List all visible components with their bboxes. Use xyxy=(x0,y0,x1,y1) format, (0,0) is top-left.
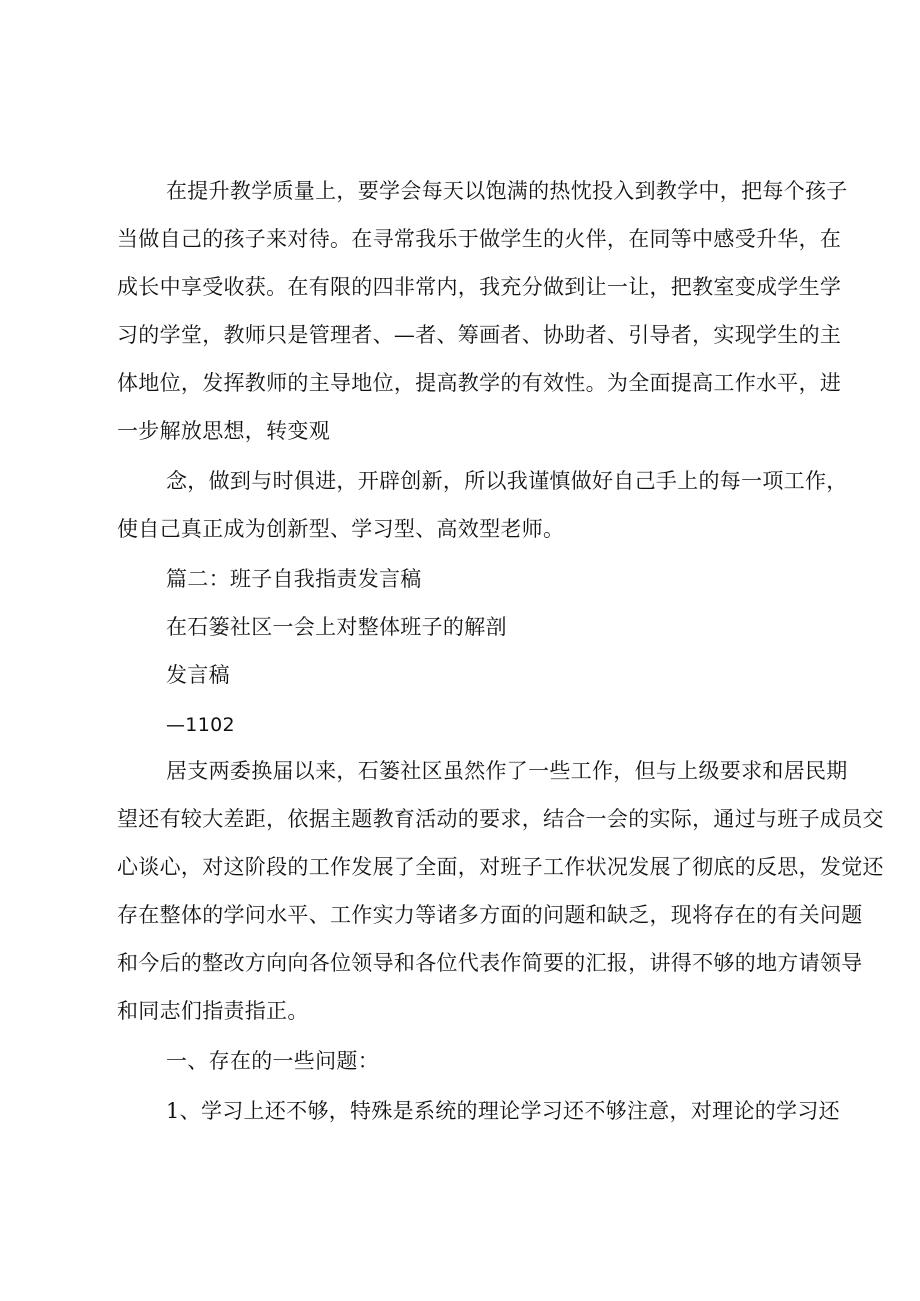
paragraph-1-line-6: 一步解放思想，转变观 xyxy=(117,419,330,443)
paragraph-3-line-2: 望还有较大差距，依据主题教育活动的要求，结合一会的实际，通过与班子成员交 xyxy=(117,807,884,831)
paragraph-1-line-5: 体地位，发挥教师的主导地位，提高教学的有效性。为全面提高工作水平，进 xyxy=(117,371,842,395)
speech-subtitle: 发言稿 xyxy=(166,663,230,687)
paragraph-3-line-4: 存在整体的学问水平、工作实力等诸多方面的问题和缺乏，现将存在的有关问题 xyxy=(117,903,863,927)
list-item-1: 1、学习上还不够，特殊是系统的理论学习还不够注意，对理论的学习还 xyxy=(166,1099,840,1123)
paragraph-1-line-1: 在提升教学质量上，要学会每天以饱满的热忱投入到教学中，把每个孩子 xyxy=(166,179,848,203)
paragraph-1-line-2: 当做自己的孩子来对待。在寻常我乐于做学生的火伴，在同等中感受升华，在 xyxy=(117,227,842,251)
section-heading: 篇二：班子自我指责发言稿 xyxy=(166,567,422,591)
paragraph-3-line-6: 和同志们指责指正。 xyxy=(117,999,309,1023)
paragraph-1-line-4: 习的学堂，教师只是管理者、—者、筹画者、协助者、引导者，实现学生的主 xyxy=(117,323,842,347)
paragraph-3-line-5: 和今后的整改方向向各位领导和各位代表作简要的汇报，讲得不够的地方请领导 xyxy=(117,951,863,975)
paragraph-1-line-3: 成长中享受收获。在有限的四非常内，我充分做到让一让，把教室变成学生学 xyxy=(117,275,842,299)
paragraph-3-line-3: 心谈心，对这阶段的工作发展了全面，对班子工作状况发展了彻底的反思，发觉还 xyxy=(117,855,884,879)
list-heading: 一、存在的一些问题： xyxy=(166,1049,379,1073)
speech-title: 在石篓社区一会上对整体班子的解剖 xyxy=(166,615,507,639)
paragraph-2-line-2: 使自己真正成为创新型、学习型、高效型老师。 xyxy=(117,517,565,541)
date-code: —1102 xyxy=(166,714,235,736)
paragraph-3-line-1: 居支两委换届以来，石篓社区虽然作了一些工作，但与上级要求和居民期 xyxy=(166,759,848,783)
paragraph-2-line-1: 念，做到与时俱进，开辟创新，所以我谨慎做好自己手上的每一项工作， xyxy=(166,469,848,493)
